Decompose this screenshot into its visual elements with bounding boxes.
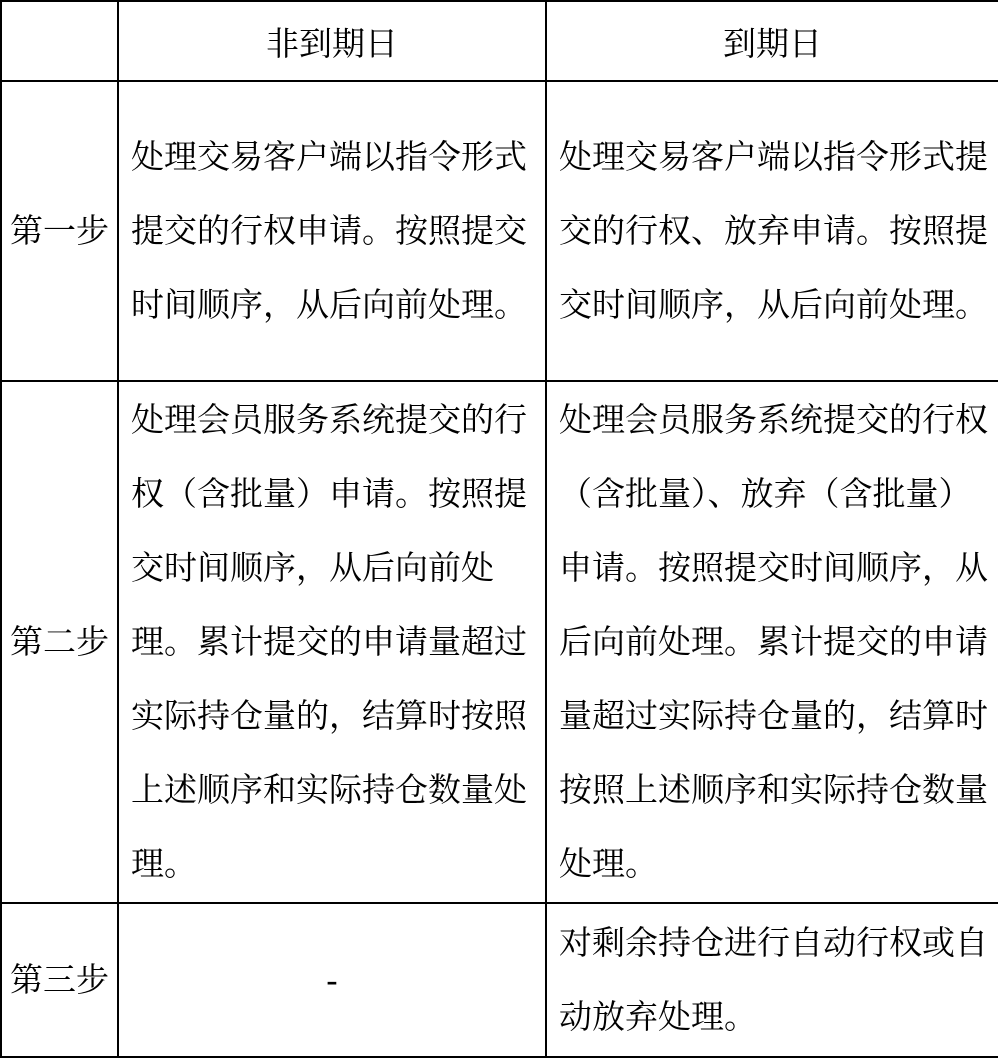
table-header-row bbox=[1, 1, 998, 81]
table-row-step-1 bbox=[1, 81, 998, 381]
non-expiry-procedure: - bbox=[118, 903, 546, 1057]
step-label: 第二步 bbox=[1, 381, 118, 903]
expiry-procedure: 处理交易客户端以指令形式提交的行权、放弃申请。按照提交时间顺序，从后向前处理。 bbox=[546, 81, 998, 381]
step-label: 第三步 bbox=[1, 903, 118, 1057]
table-row-step-2 bbox=[1, 381, 998, 903]
step-label: 第一步 bbox=[1, 81, 118, 381]
expiry-procedure: 处理会员服务系统提交的行权（含批量）、放弃（含批量）申请。按照提交时间顺序，从后向前处理。累计提交的申请量超过实际持仓量的，结算时按照上述顺序和实际持仓数量处理。 bbox=[546, 381, 998, 903]
non-expiry-procedure: 处理会员服务系统提交的行权（含批量）申请。按照提交时间顺序，从后向前处理。累计提交的申请量超过实际持仓量的，结算时按照上述顺序和实际持仓数量处理。 bbox=[118, 381, 546, 903]
header-non-expiry-day: 非到期日 bbox=[118, 1, 546, 81]
expiry-procedure: 对剩余持仓进行自动行权或自动放弃处理。 bbox=[546, 903, 998, 1057]
header-step-cell bbox=[1, 1, 118, 81]
table-row-step-3 bbox=[1, 903, 998, 1057]
header-expiry-day: 到期日 bbox=[546, 1, 998, 81]
non-expiry-procedure: 处理交易客户端以指令形式提交的行权申请。按照提交时间顺序，从后向前处理。 bbox=[118, 81, 546, 381]
